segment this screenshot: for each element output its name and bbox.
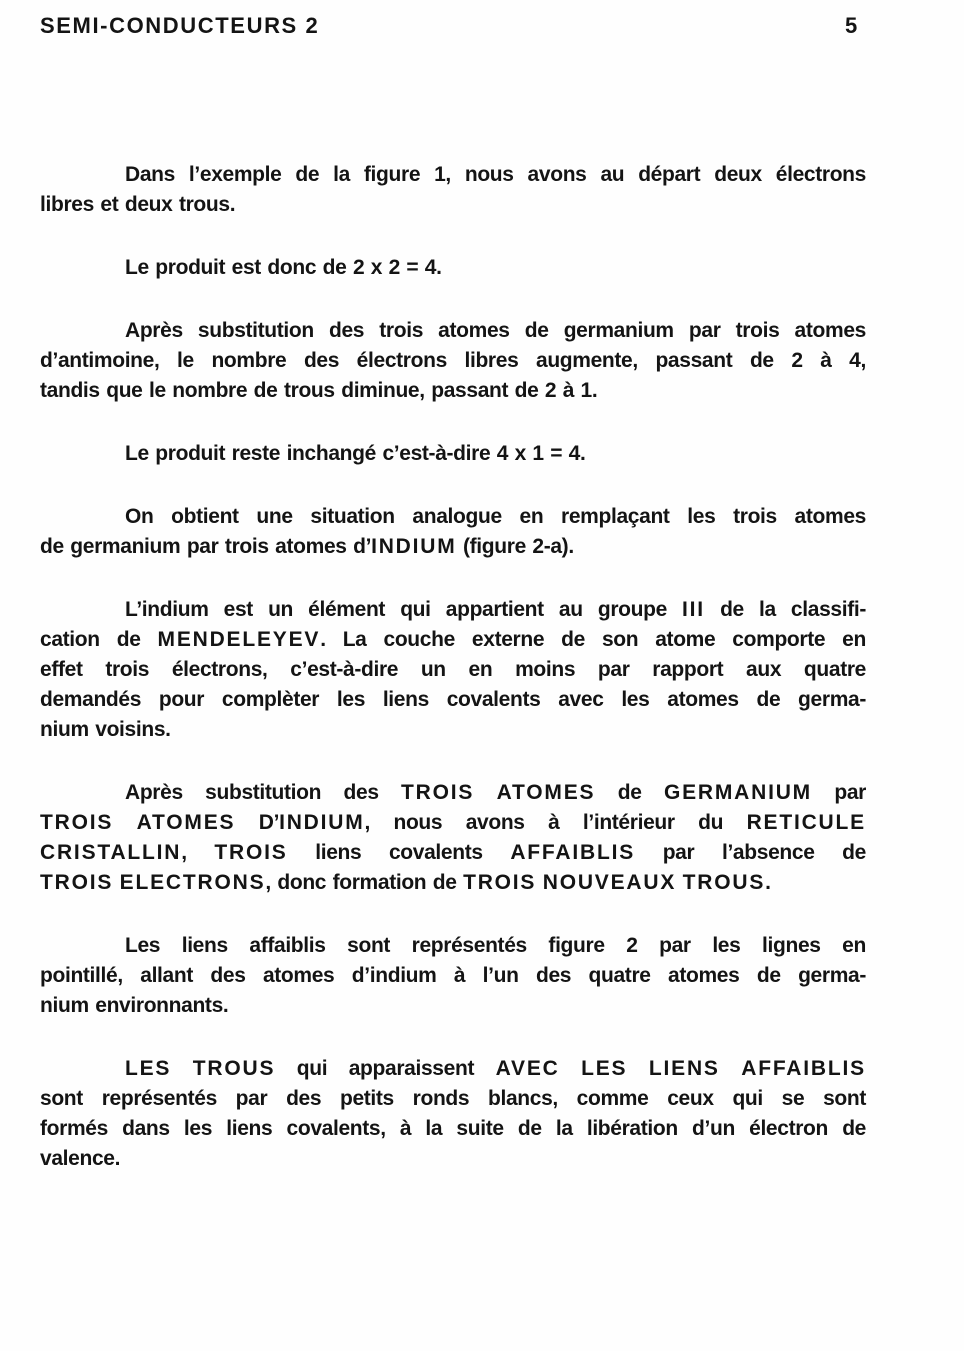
emphasis-caps: INDIUM: [279, 811, 365, 834]
emphasis-caps: MENDELEYEV: [157, 628, 321, 651]
paragraph: [40, 778, 866, 898]
paragraph: [40, 316, 866, 406]
emphasis-caps: TROIS: [214, 841, 288, 864]
emphasis-caps: TROIS: [463, 871, 537, 894]
text-line: tandis que le nombre de trous diminue, passant de 2 à 1.: [40, 379, 598, 402]
paragraph: [40, 439, 866, 469]
text-line: demandés pour complèter les liens covalents avec les atomes de germa-: [40, 688, 866, 711]
emphasis-caps: III: [682, 598, 705, 621]
emphasis-caps: ELECTRONS: [119, 871, 266, 894]
emphasis-caps: RETICULE: [746, 811, 866, 834]
text-line: sont représentés par des petits ronds blancs, comme ceux qui se sont: [40, 1087, 866, 1110]
text-line: L’indium est un élément qui appartient au groupe III de la classifi-: [125, 598, 866, 621]
emphasis-caps: TROUS: [682, 871, 766, 894]
emphasis-caps: TROIS: [401, 781, 475, 804]
text-line: nium voisins.: [40, 718, 171, 741]
text-line: cation de MENDELEYEV. La couche externe de son atome comporte en: [40, 628, 866, 651]
emphasis-caps: TROIS: [40, 871, 114, 894]
text-line: formés dans les liens covalents, à la suite de la libération d’un électron de: [40, 1117, 866, 1140]
text-line: Les liens affaiblis sont représentés figure 2 par les lignes en: [125, 934, 866, 957]
page-number: 5: [845, 13, 858, 38]
text-line: pointillé, allant des atomes d’indium à l’un des quatre atomes de germa-: [40, 964, 866, 987]
emphasis-caps: AFFAIBLIS: [741, 1057, 866, 1080]
emphasis-caps: CRISTALLIN: [40, 841, 182, 864]
emphasis-caps: NOUVEAUX: [542, 871, 677, 894]
paragraph: [40, 931, 866, 1021]
emphasis-caps: AVEC: [495, 1057, 560, 1080]
text-line: de germanium par trois atomes d’INDIUM (figure 2-a).: [40, 535, 574, 558]
body-text: [40, 160, 866, 1207]
emphasis-caps: TROIS: [40, 811, 114, 834]
text-line: Après substitution des TROIS ATOMES de GERMANIUM par: [125, 781, 866, 804]
text-line: LES TROUS qui apparaissent AVEC LES LIENS AFFAIBLIS: [125, 1057, 866, 1080]
emphasis-caps: GERMANIUM: [663, 781, 812, 804]
emphasis-caps: TROUS: [192, 1057, 276, 1080]
text-line: On obtient une situation analogue en remplaçant les trois atomes: [125, 505, 866, 528]
paragraph: [40, 1054, 866, 1174]
paragraph: [40, 253, 866, 283]
text-line: TROIS ATOMES D’INDIUM, nous avons à l’intérieur du RETICULE: [40, 811, 866, 834]
text-line: Le produit reste inchangé c’est-à-dire 4 x 1 = 4.: [125, 442, 586, 465]
text-line: Dans l’exemple de la figure 1, nous avons au départ deux électrons: [125, 163, 866, 186]
emphasis-caps: LES: [125, 1057, 172, 1080]
emphasis-caps: AFFAIBLIS: [510, 841, 636, 864]
text-line: Après substitution des trois atomes de germanium par trois atomes: [125, 319, 866, 342]
emphasis-caps: ATOMES: [136, 811, 236, 834]
text-line: valence.: [40, 1147, 121, 1170]
text-line: d’antimoine, le nombre des électrons libres augmente, passant de 2 à 4,: [40, 349, 866, 372]
text-line: CRISTALLIN, TROIS liens covalents AFFAIBLIS par l’absence de: [40, 841, 866, 864]
paragraph: [40, 502, 866, 562]
emphasis-caps: ATOMES: [496, 781, 596, 804]
running-header-title: SEMI-CONDUCTEURS 2: [40, 13, 320, 38]
text-line: Le produit est donc de 2 x 2 = 4.: [125, 256, 442, 279]
text-line: effet trois électrons, c’est-à-dire un en moins par rapport aux quatre: [40, 658, 866, 681]
paragraph: [40, 595, 866, 745]
emphasis-caps: LIENS: [648, 1057, 720, 1080]
emphasis-caps: INDIUM: [371, 535, 457, 558]
text-line: libres et deux trous.: [40, 193, 236, 216]
text-line: TROIS ELECTRONS, donc formation de TROIS NOUVEAUX TROUS.: [40, 871, 771, 894]
text-line: nium environnants.: [40, 994, 229, 1017]
emphasis-caps: LES: [581, 1057, 628, 1080]
paragraph: [40, 160, 866, 220]
